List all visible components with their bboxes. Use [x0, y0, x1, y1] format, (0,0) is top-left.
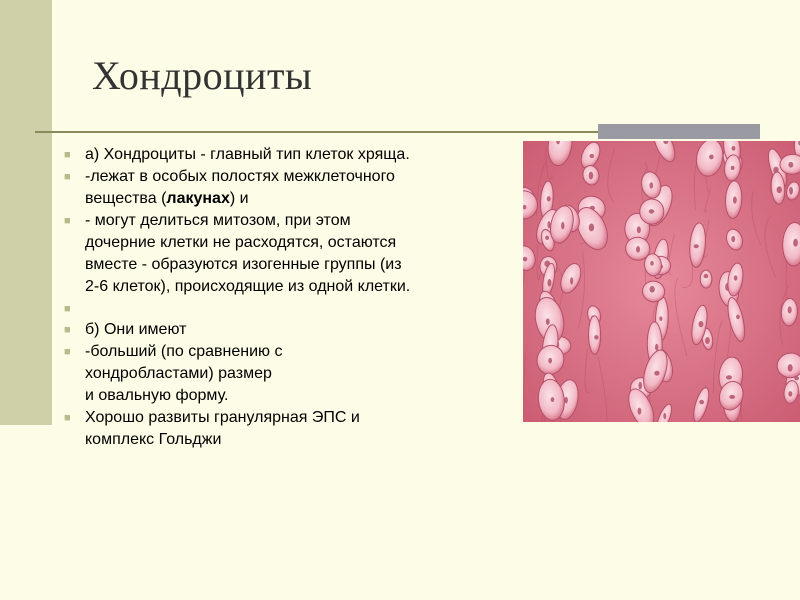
square-bullet-icon: ■ — [64, 303, 71, 315]
bullet-item: ■ -больший (по сравнению с хондробластами) размер и овальную форму. — [64, 343, 283, 404]
bullet-item: ■ Хорошо развиты гранулярная ЭПС и комплекс Гольджи — [64, 409, 360, 448]
square-bullet-icon: ■ — [64, 324, 71, 336]
bullet-item: ■ -лежат в особых полостях межклеточного вещества (лакунах) и — [64, 168, 395, 207]
square-bullet-icon: ■ — [64, 215, 71, 227]
slide-title: Хондроциты — [92, 53, 313, 98]
bold-term: лакунах — [166, 190, 230, 207]
bullet-item-empty — [64, 298, 514, 319]
chondrocyte-lacuna — [588, 316, 600, 355]
square-bullet-icon: ■ — [64, 149, 71, 161]
square-bullet-icon: ■ — [64, 346, 71, 358]
bullet-item: ■ а) Хондроциты - главный тип клеток хряща. — [64, 144, 514, 166]
slide-body — [64, 144, 514, 451]
bullet-item: ■ - могут делиться митозом, при этом дочерние клетки не расходятся, остаются вместе - образуются изогенные группы (из 2-6 клеток), происходящие из одной клетки. — [64, 212, 411, 295]
square-bullet-icon: ■ — [64, 171, 71, 183]
left-accent-bar — [0, 0, 52, 425]
micrograph-svg — [523, 141, 800, 422]
chondrocyte-lacuna — [700, 270, 712, 288]
accent-block — [598, 124, 760, 139]
bullet-item: ■ б) Они имеют — [64, 319, 514, 341]
cartilage-micrograph — [523, 141, 800, 422]
square-bullet-icon: ■ — [64, 412, 71, 424]
